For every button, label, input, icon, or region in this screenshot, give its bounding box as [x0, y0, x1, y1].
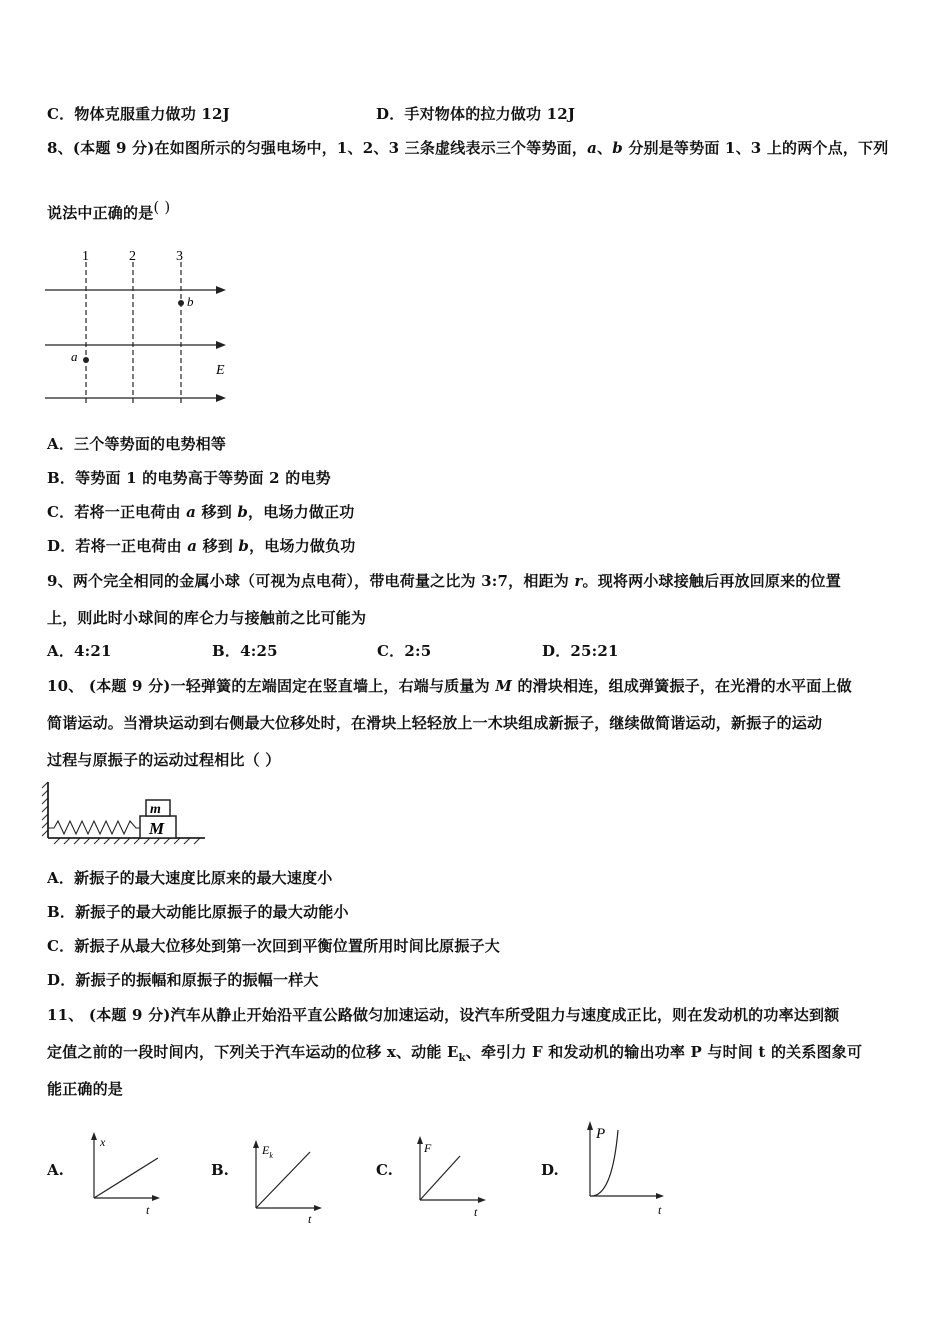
q8-option-d: D．若将一正电荷由 a 移到 b，电场力做负功 — [47, 537, 356, 555]
arrow-head-icon — [216, 286, 226, 294]
q9-stem-line2: 上，则此时小球间的库仑力与接触前之比可能为 — [47, 609, 367, 627]
graph-b — [246, 1134, 336, 1226]
y-label: x — [100, 1135, 106, 1149]
q8-option-c: C．若将一正电荷由 a 移到 b，电场力做正功 — [47, 503, 355, 521]
graph-d-option-label: D. — [541, 1161, 559, 1179]
graph-a-option-label: A. — [47, 1161, 64, 1179]
label-E: E — [216, 363, 225, 378]
y-label: F — [424, 1141, 432, 1155]
q10-option-a: A．新振子的最大速度比原来的最大速度小 — [47, 869, 333, 887]
q8-stem-line1: 8、(本题 9 分)在如图所示的匀强电场中，1、2、3 三条虚线表示三个等势面，a、b 分别是等势面 1、3 上的两个点，下列 — [47, 139, 889, 157]
y-label: $E_k$ — [262, 1143, 273, 1160]
point-b — [178, 300, 184, 306]
x-arrow-icon — [314, 1205, 322, 1211]
curve — [256, 1152, 310, 1208]
y-label: P — [596, 1126, 606, 1142]
answer-blank: ( ) — [153, 198, 171, 216]
q8-option-a: A．三个等势面的电势相等 — [47, 435, 227, 453]
x-arrow-icon — [656, 1193, 664, 1199]
arrow-head-icon — [216, 394, 226, 402]
label-m: m — [150, 802, 161, 817]
x-arrow-icon — [152, 1195, 160, 1201]
label-a: a — [71, 349, 78, 364]
label-b: b — [187, 294, 194, 309]
label-2: 2 — [129, 249, 136, 264]
label-3: 3 — [176, 249, 183, 264]
q10-stem-line2: 简谐运动。当滑块运动到右侧最大位移处时，在滑块上轻轻放上一木块组成新振子，继续做简谐运动，新振子的运动 — [47, 714, 823, 732]
q10-option-c: C．新振子从最大位移处到第一次回到平衡位置所用时间比原振子大 — [47, 937, 500, 955]
graph-b-option-label: B. — [211, 1161, 229, 1179]
y-arrow-icon — [587, 1121, 593, 1130]
q11-stem-line2: 定值之前的一段时间内，下列关于汽车运动的位移 x、动能 $E_k$、牵引力 F 和发动机的输出功率 P 与时间 t 的关系图象可 — [47, 1043, 863, 1064]
q9-option-a: A．4:21 — [47, 642, 112, 660]
label-1: 1 — [82, 249, 89, 264]
graph-c — [410, 1130, 500, 1222]
x-arrow-icon — [478, 1197, 486, 1203]
q7-option-c: C．物体克服重力做功 12J — [47, 105, 230, 123]
q9-option-b: B．4:25 — [212, 642, 278, 660]
y-arrow-icon — [417, 1136, 423, 1144]
q7-option-d: D．手对物体的拉力做功 12J — [376, 105, 576, 123]
q10-option-b: B．新振子的最大动能比原振子的最大动能小 — [47, 903, 349, 921]
graph-a — [84, 1128, 174, 1220]
x-label: t — [658, 1203, 662, 1217]
q9-stem-line1: 9、两个完全相同的金属小球（可视为点电荷），带电荷量之比为 3:7，相距为 r。现将两小球接触后再放回原来的位置 — [47, 572, 841, 590]
q8-electric-field-figure — [40, 240, 240, 410]
point-a — [83, 357, 89, 363]
x-label: t — [474, 1205, 478, 1219]
q8-stem-line2: 说法中正确的是( ) — [47, 198, 171, 222]
q10-spring-oscillator-figure — [40, 778, 210, 848]
q11-stem-line3: 能正确的是 — [47, 1080, 124, 1098]
y-arrow-icon — [91, 1132, 97, 1140]
y-arrow-icon — [253, 1140, 259, 1148]
q9-option-c: C．2:5 — [377, 642, 432, 660]
q8-option-b: B．等势面 1 的电势高于等势面 2 的电势 — [47, 469, 331, 487]
graph-d — [578, 1118, 678, 1218]
q11-stem-line1: 11、 (本题 9 分)汽车从静止开始沿平直公路做匀加速运动，设汽车所受阻力与速度成正比，则在发动机的功率达到额 — [47, 1006, 840, 1024]
curve — [420, 1156, 460, 1200]
x-label: t — [308, 1212, 312, 1226]
graph-c-option-label: C. — [376, 1161, 393, 1179]
curve — [94, 1158, 158, 1198]
q10-stem-line3: 过程与原振子的运动过程相比（ ） — [47, 751, 281, 769]
spring — [48, 821, 140, 834]
q10-option-d: D．新振子的振幅和原振子的振幅一样大 — [47, 971, 319, 989]
q10-stem-line1: 10、 (本题 9 分)一轻弹簧的左端固定在竖直墙上，右端与质量为 M 的滑块相连，组成弹簧振子，在光滑的水平面上做 — [47, 677, 852, 695]
label-M: M — [149, 819, 165, 838]
x-label: t — [146, 1203, 150, 1217]
arrow-head-icon — [216, 341, 226, 349]
q9-option-d: D．25:21 — [542, 642, 619, 660]
